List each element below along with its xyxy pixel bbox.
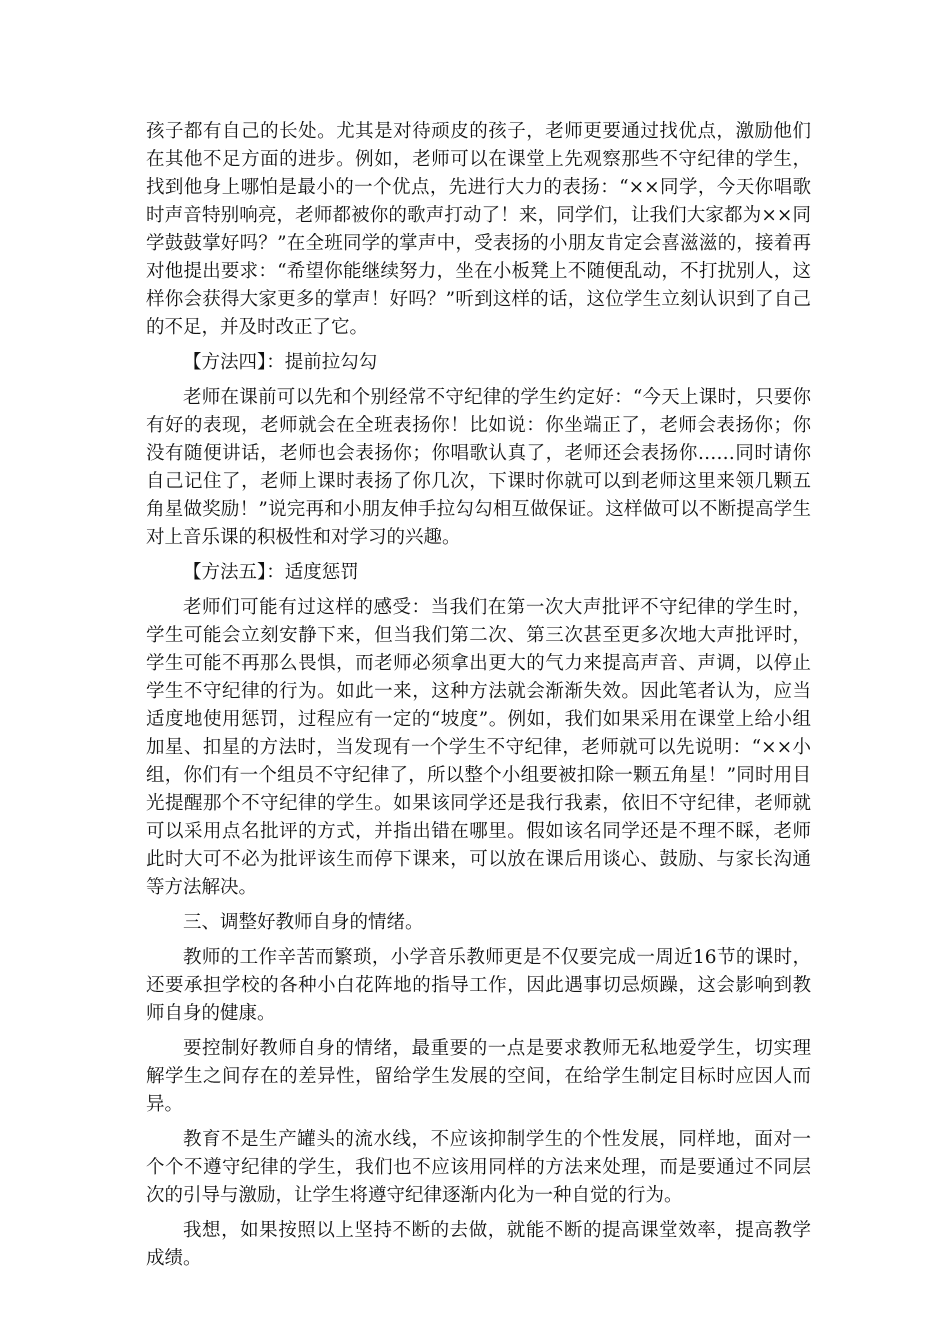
section-heading: 三、调整好教师自身的情绪。 (183, 912, 424, 933)
paragraph: 我想，如果按照以上坚持不断的去做，就能不断的提高课堂效率，提高教学成绩。 (146, 1220, 811, 1269)
paragraph: 孩子都有自己的长处。尤其是对待顽皮的孩子，老师更要通过找优点，激励他们在其他不足方面的进步。例如，老师可以在课堂上先观察那些不守纪律的学生，找到他身上哪怕是最小的一个优点，先进行大力的表扬：“××同学，今天你唱歌时声音特别响亮，老师都被你的歌声打动了！来，同学们，让我们大家都为××同学鼓鼓掌好吗？”在全班同学的掌声中，受表扬的小朋友肯定会喜滋滋的，接着再对他提出要求：“希望你能继续努力，坐在小板凳上不随便乱动，不打扰别人，这样你会获得大家更多的掌声！好吗？”听到这样的话，这位学生立刻认识到了自己的不足，并及时改正了它。 (146, 121, 811, 338)
paragraph: 要控制好教师自身的情绪，最重要的一点是要求教师无私地爱学生，切实理解学生之间存在的差异性，留给学生发展的空间，在给学生制定目标时应因人而异。 (146, 1038, 811, 1115)
document-page (146, 118, 811, 1280)
paragraph: 教育不是生产罐头的流水线，不应该抑制学生的个性发展，同样地，面对一个个不遵守纪律的学生，我们也不应该用同样的方法来处理，而是要通过不同层次的引导与激励，让学生将遵守纪律逐渐内化为一种自觉的行为。 (146, 1129, 811, 1206)
section-heading: 【方法四】：提前拉勾勾 (183, 352, 378, 373)
paragraph: 老师们可能有过这样的感受：当我们在第一次大声批评不守纪律的学生时，学生可能会立刻安静下来，但当我们第二次、第三次甚至更多次地大声批评时，学生可能不再那么畏惧，而老师必须拿出更大的气力来提高声音、声调，以停止学生不守纪律的行为。如此一来，这种方法就会渐渐失效。因此笔者认为，应当适度地使用惩罚，过程应有一定的“坡度”。例如，我们如果采用在课堂上给小组加星、扣星的方法时，当发现有一个学生不守纪律，老师就可以先说明：“××小组，你们有一个组员不守纪律了，所以整个小组要被扣除一颗五角星！”同时用目光提醒那个不守纪律的学生。如果该同学还是我行我素，依旧不守纪律，老师就可以采用点名批评的方式，并指出错在哪里。假如该名同学还是不理不睬，老师此时大可不必为批评该生而停下课来，可以放在课后用谈心、鼓励、与家长沟通等方法解决。 (146, 597, 811, 898)
paragraph: 老师在课前可以先和个别经常不守纪律的学生约定好：“今天上课时，只要你有好的表现，老师就会在全班表扬你！比如说：你坐端正了，老师会表扬你；你没有随便讲话，老师也会表扬你；你唱歌认真了，老师还会表扬你……同时请你自己记住了，老师上课时表扬了你几次，下课时你就可以到老师这里来领几颗五角星做奖励！”说完再和小朋友伸手拉勾勾相互做保证。这样做可以不断提高学生对上音乐课的积极性和对学习的兴趣。 (146, 387, 811, 548)
paragraph: 教师的工作辛苦而繁琐，小学音乐教师更是不仅要完成一周近16节的课时，还要承担学校的各种小白花阵地的指导工作，因此遇事切忌烦躁，这会影响到教师自身的健康。 (146, 947, 811, 1024)
section-heading: 【方法五】：适度惩罚 (183, 562, 359, 583)
